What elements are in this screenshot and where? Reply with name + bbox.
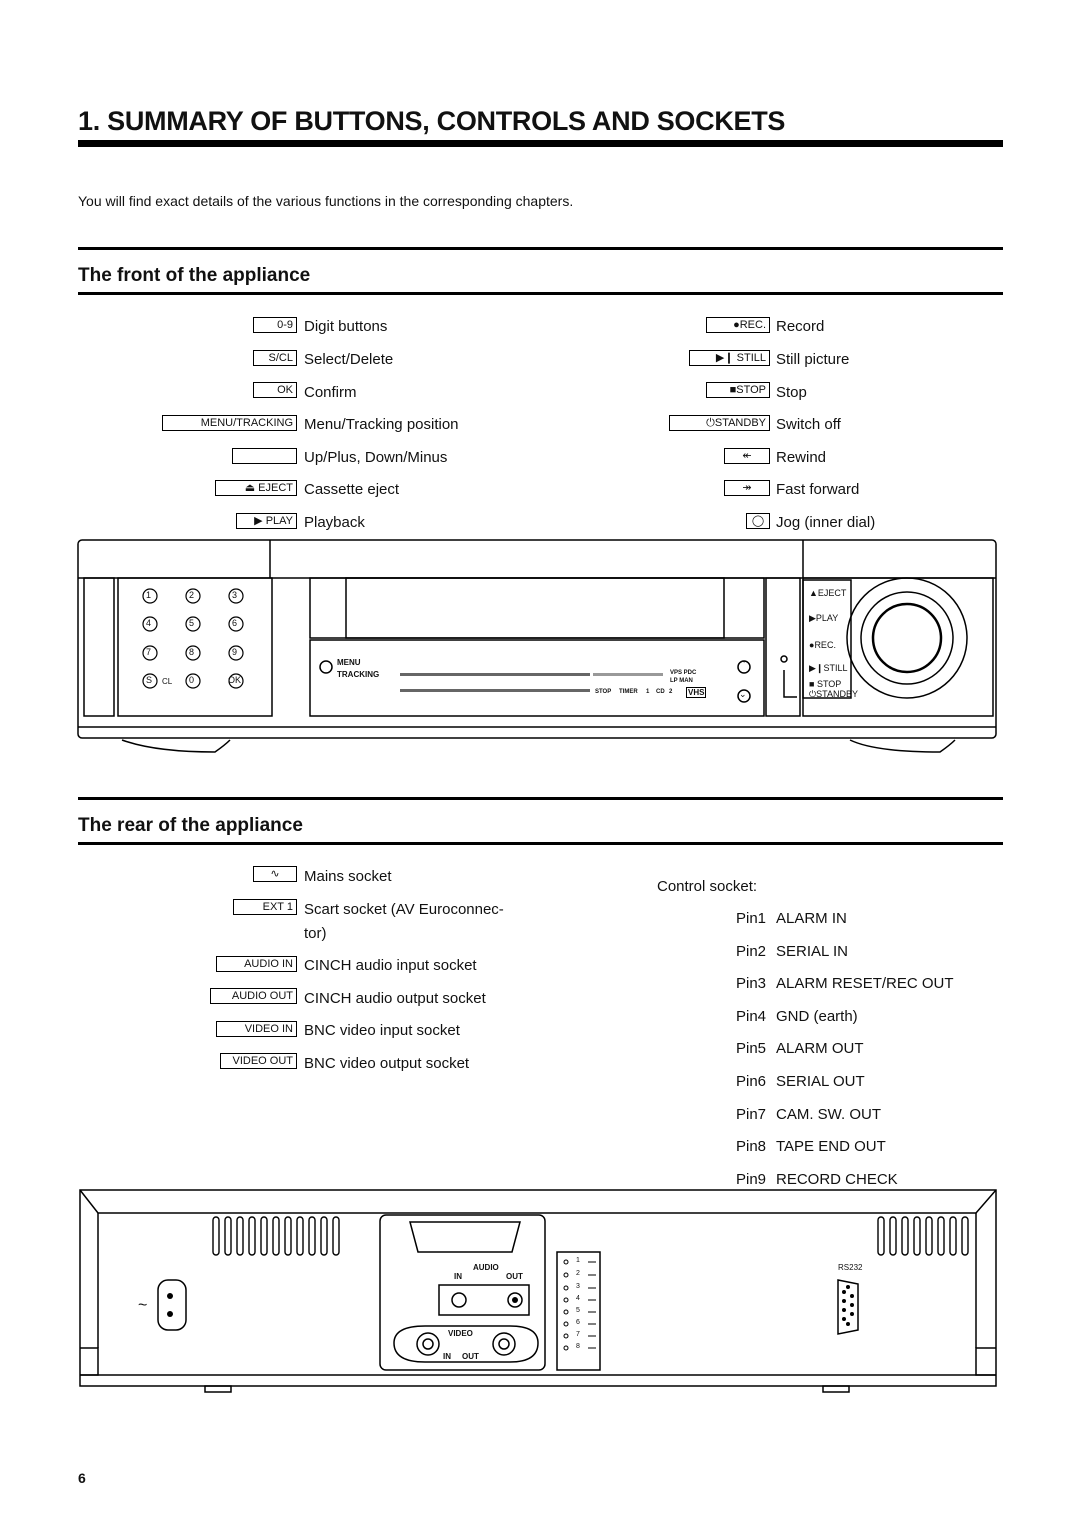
panel-still	[809, 663, 847, 674]
intro-text: You will find exact details of the various functions in the corresponding chapters.	[78, 193, 574, 209]
panel-standby-label: STANDBY	[816, 689, 858, 699]
panel-eject	[809, 588, 846, 598]
panel-stop	[809, 679, 841, 689]
front-section-bottom-rule	[78, 292, 1003, 295]
legend-cassette-eject: Cassette eject	[304, 481, 400, 498]
rear-section-bottom-rule	[78, 842, 1003, 845]
pin-number: Pin2	[736, 943, 767, 960]
panel-play-label: PLAY	[815, 613, 839, 623]
rear-mains-symbol-icon: ~	[138, 1297, 148, 1314]
terminal-label: 7	[576, 1331, 580, 1338]
key-still-label: STILL	[736, 352, 766, 364]
rear-audio-out-label: OUT	[506, 1272, 523, 1281]
legend-up-down: Up/Plus, Down/Minus	[304, 449, 448, 466]
pin-number: Pin5	[736, 1040, 767, 1057]
key-play	[236, 513, 297, 529]
panel-key-3: 3	[232, 590, 238, 600]
panel-key-8: 8	[189, 647, 195, 657]
page-number: 6	[78, 1470, 86, 1486]
terminal-label: 5	[576, 1307, 580, 1314]
legend-audio-in: CINCH audio input socket	[304, 957, 477, 974]
pin-row	[736, 943, 848, 960]
legend-select-delete: Select/Delete	[304, 351, 394, 368]
front-heading: The front of the appliance	[78, 265, 311, 286]
pin-row	[736, 1008, 858, 1025]
rear-heading: The rear of the appliance	[78, 815, 303, 836]
panel-stop-icon: ■	[809, 679, 815, 689]
fast-forward-icon: ↠	[724, 480, 770, 496]
legend-mains-socket: Mains socket	[304, 868, 392, 885]
legend-jog: Jog (inner dial)	[776, 514, 876, 531]
key-play-label: PLAY	[265, 515, 293, 527]
key-rec	[706, 317, 770, 333]
panel-standby	[809, 689, 858, 700]
panel-key-0: 0	[189, 675, 195, 685]
panel-tracking-label: TRACKING	[337, 670, 380, 679]
display-stop: STOP	[595, 689, 612, 695]
display-lp: LP MAN	[670, 678, 693, 684]
pin-row	[736, 1171, 898, 1188]
panel-rec	[809, 640, 836, 650]
step-icon: ▶❙	[715, 352, 734, 364]
pin-name: RECORD CHECK	[776, 1171, 898, 1188]
page-title: 1. SUMMARY OF BUTTONS, CONTROLS AND SOCKETS	[78, 106, 786, 136]
legend-scart-cont: tor)	[304, 925, 327, 942]
panel-key-2: 2	[189, 590, 195, 600]
pin-number: Pin8	[736, 1138, 767, 1155]
pin-name: ALARM IN	[776, 910, 847, 927]
pin-name: ALARM OUT	[776, 1040, 864, 1057]
legend-record: Record	[776, 318, 825, 335]
pin-number: Pin1	[736, 910, 767, 927]
rear-video-label: VIDEO	[448, 1329, 473, 1338]
rear-section-top-rule	[78, 797, 1003, 800]
key-ok: OK	[253, 382, 297, 398]
play-icon: ▶	[254, 515, 263, 527]
pin-row	[736, 975, 954, 992]
panel-key-cl: CL	[162, 677, 173, 686]
legend-digit-buttons: Digit buttons	[304, 318, 388, 335]
panel-menu-label: MENU	[337, 658, 361, 667]
panel-eject-label: EJECT	[817, 588, 847, 598]
panel-key-6: 6	[232, 618, 238, 628]
up-down-arrows-icon	[232, 448, 297, 464]
display-timer: TIMER	[619, 689, 638, 695]
legend-video-in: BNC video input socket	[304, 1022, 460, 1039]
panel-key-1: 1	[146, 590, 152, 600]
key-eject	[215, 480, 297, 496]
panel-standby-icon: ⏻	[809, 689, 817, 699]
pin-name: SERIAL IN	[776, 943, 848, 960]
rear-video-out-label: OUT	[462, 1352, 479, 1361]
key-still	[689, 350, 770, 366]
pin-row	[736, 1138, 886, 1155]
legend-playback: Playback	[304, 514, 365, 531]
pin-name: ALARM RESET/REC OUT	[776, 975, 954, 992]
pin-name: SERIAL OUT	[776, 1073, 865, 1090]
rear-audio-in-label: IN	[454, 1272, 462, 1281]
key-ext1: EXT 1	[233, 899, 297, 915]
terminal-label: 4	[576, 1295, 580, 1302]
legend-audio-out: CINCH audio output socket	[304, 990, 486, 1007]
panel-key-4: 4	[146, 618, 152, 628]
key-video-out: VIDEO OUT	[220, 1053, 297, 1069]
pin-number: Pin4	[736, 1008, 767, 1025]
key-audio-in: AUDIO IN	[216, 956, 297, 972]
terminal-label: 8	[576, 1343, 580, 1350]
panel-rec-label: REC.	[814, 640, 836, 650]
legend-stop: Stop	[776, 384, 807, 401]
pin-number: Pin3	[736, 975, 767, 992]
key-standby	[669, 415, 770, 431]
key-digits: 0-9	[253, 317, 297, 333]
pin-row	[736, 1040, 864, 1057]
title-rule	[78, 140, 1003, 147]
pin-row	[736, 910, 847, 927]
power-icon: ⏻	[706, 417, 715, 429]
legend-confirm: Confirm	[304, 384, 357, 401]
panel-key-7: 7	[146, 647, 152, 657]
pin-row	[736, 1073, 865, 1090]
key-stop-label: STOP	[736, 384, 766, 396]
panel-stop-label: STOP	[816, 679, 842, 689]
legend-switch-off: Switch off	[776, 416, 841, 433]
legend-scart: Scart socket (AV Euroconnec-	[304, 901, 504, 918]
mains-wave-icon: ∿	[253, 866, 297, 882]
rear-video-in-label: IN	[443, 1352, 451, 1361]
panel-play-icon: ▶	[809, 613, 816, 623]
jog-dial-icon: ◯	[746, 513, 770, 529]
display-cd: CD	[656, 689, 665, 695]
display-1: 1	[646, 689, 650, 695]
panel-still-icon: ▶❙	[809, 663, 824, 673]
panel-key-s: S	[146, 675, 153, 685]
terminal-label: 1	[576, 1257, 580, 1264]
panel-down-icon: ⌄	[739, 689, 747, 699]
key-rec-label: REC.	[739, 319, 766, 331]
key-stop	[706, 382, 770, 398]
panel-key-9: 9	[232, 647, 238, 657]
key-menu-tracking: MENU/TRACKING	[162, 415, 297, 431]
front-section-top-rule	[78, 247, 1003, 250]
terminal-label: 2	[576, 1270, 580, 1277]
panel-key-ok: OK	[228, 675, 242, 685]
record-dot-icon: ●	[733, 319, 740, 331]
panel-still-label: STILL	[823, 663, 848, 673]
rear-rs232-label: RS232	[838, 1263, 863, 1272]
pin-row	[736, 1106, 881, 1123]
control-socket-title: Control socket:	[657, 878, 758, 895]
key-audio-out: AUDIO OUT	[210, 988, 297, 1004]
terminal-label: 6	[576, 1319, 580, 1326]
panel-eject-icon: ▲	[809, 588, 818, 598]
display-2: 2	[669, 689, 673, 695]
display-vps: VPS PDC	[670, 670, 697, 676]
legend-video-out: BNC video output socket	[304, 1055, 470, 1072]
pin-number: Pin6	[736, 1073, 767, 1090]
pin-number: Pin9	[736, 1171, 767, 1188]
stop-square-icon: ■	[729, 384, 737, 396]
key-video-in: VIDEO IN	[216, 1021, 297, 1037]
pin-name: TAPE END OUT	[776, 1138, 886, 1155]
panel-up-icon: ⌃	[739, 659, 747, 669]
terminal-label: 3	[576, 1283, 580, 1290]
panel-play	[809, 613, 838, 624]
eject-icon: ⏏	[244, 482, 256, 494]
legend-menu-tracking: Menu/Tracking position	[304, 416, 459, 433]
rear-audio-label: AUDIO	[473, 1263, 499, 1272]
key-standby-label: STANDBY	[714, 417, 766, 429]
key-scl: S/CL	[253, 350, 297, 366]
pin-name: CAM. SW. OUT	[776, 1106, 881, 1123]
key-eject-label: EJECT	[258, 482, 293, 494]
legend-still-picture: Still picture	[776, 351, 850, 368]
legend-fast-forward: Fast forward	[776, 481, 860, 498]
display-vhs: VHS	[688, 688, 705, 697]
legend-rewind: Rewind	[776, 449, 827, 466]
panel-rec-icon: ●	[809, 640, 815, 650]
pin-name: GND (earth)	[776, 1008, 858, 1025]
panel-key-5: 5	[189, 618, 195, 628]
pin-number: Pin7	[736, 1106, 767, 1123]
rewind-icon: ↞	[724, 448, 770, 464]
